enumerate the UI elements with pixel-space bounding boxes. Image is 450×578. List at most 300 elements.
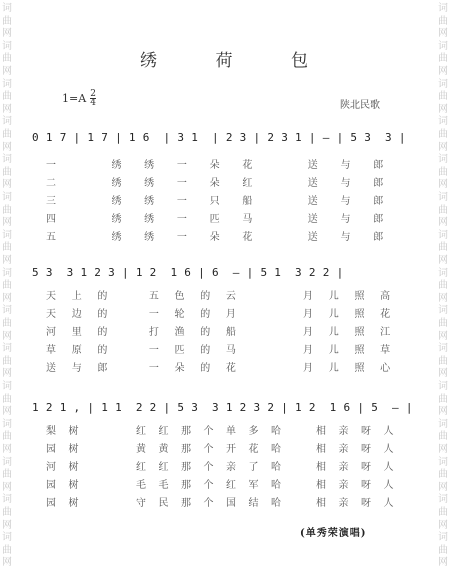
lyric-char: 马 <box>242 214 253 225</box>
lyric-char: 哈 <box>271 426 281 437</box>
lyric-char: 高 <box>380 291 391 302</box>
lyric-char <box>294 422 317 437</box>
watermark-char: 曲 <box>2 53 12 65</box>
lyric-char: 送 <box>307 160 318 171</box>
watermark-char: 网 <box>438 481 448 493</box>
lyric-char: 树 <box>68 462 79 473</box>
watermark-char: 网 <box>438 66 448 77</box>
lyric-char: 朵 <box>209 178 220 189</box>
lyric-line <box>46 476 406 491</box>
lyric-char: 月 <box>303 327 314 338</box>
lyric-char: 相 <box>316 498 326 509</box>
lyric-char: 渔 <box>174 327 185 338</box>
watermark-char: 曲 <box>2 91 12 103</box>
lyric-char: 花 <box>380 309 391 320</box>
watermark-char: 曲 <box>2 507 12 518</box>
watermark-char: 曲 <box>438 318 448 329</box>
lyric-char: 云 <box>225 291 236 302</box>
watermark-char: 词 <box>438 305 448 317</box>
lyric-char: 红 <box>226 480 236 491</box>
lyric-char: 河 <box>46 462 56 473</box>
lyric-char: 里 <box>71 327 82 338</box>
lyric-char: 绣 <box>111 178 122 189</box>
lyric-char: 照 <box>354 363 365 374</box>
lyric-char: 的 <box>200 327 211 338</box>
watermark-char: 网 <box>2 28 12 40</box>
lyric-char: 的 <box>97 291 108 302</box>
lyric-line <box>46 494 406 509</box>
lyric-char: 照 <box>354 309 365 320</box>
lyric-char: 红 <box>158 426 169 437</box>
watermark-char: 曲 <box>438 469 448 481</box>
lyric-char: 那 <box>181 498 191 509</box>
lyric-char: 月 <box>303 345 314 356</box>
lyric-char: 花 <box>242 160 253 171</box>
lyric-char: 亲 <box>226 462 236 473</box>
lyric-char <box>123 287 149 302</box>
lyric-char: 人 <box>383 444 394 455</box>
watermark-char: 曲 <box>2 129 12 140</box>
lyric-char: 与 <box>340 214 351 225</box>
lyric-char: 那 <box>181 462 191 473</box>
watermark-right <box>436 0 450 578</box>
watermark-char: 词 <box>438 532 448 544</box>
watermark-char: 曲 <box>438 431 448 443</box>
lyric-char: 国 <box>226 498 236 509</box>
lyric-char: 只 <box>209 196 220 207</box>
lyric-char <box>91 476 114 491</box>
watermark-char: 词 <box>438 494 448 506</box>
watermark-char: 网 <box>2 66 12 77</box>
lyric-char <box>294 440 317 455</box>
lyric-char <box>252 287 278 302</box>
lyric-char: 照 <box>354 327 365 338</box>
lyric-char <box>294 494 317 509</box>
lyric-char: 个 <box>203 480 214 491</box>
watermark-char: 网 <box>438 519 448 531</box>
watermark-char: 曲 <box>438 507 448 518</box>
lyric-char: 上 <box>71 291 82 302</box>
time-signature <box>90 90 96 107</box>
lyric-char: 郎 <box>97 363 108 374</box>
watermark-char: 网 <box>438 368 448 380</box>
watermark-char: 网 <box>2 481 12 493</box>
lyric-char: 儿 <box>328 327 339 338</box>
lyric-char: 园 <box>46 480 56 491</box>
lyric-char <box>114 440 137 455</box>
watermark-char: 曲 <box>438 53 448 65</box>
lyric-line <box>46 228 406 243</box>
lyric-char: 郎 <box>373 196 384 207</box>
notation-line-3: 1 2 1 , | 1 1 2 2 | 5 3 3 1 2 3 2 | 1 2 1 6 | 5 — | <box>32 401 413 414</box>
watermark-char: 词 <box>438 40 448 52</box>
lyric-char <box>114 422 137 437</box>
lyric-char: 绣 <box>144 196 155 207</box>
lyric-char: 花 <box>225 363 236 374</box>
watermark-char: 网 <box>438 179 448 191</box>
lyric-char: 那 <box>181 480 191 491</box>
lyric-char: 送 <box>307 214 318 225</box>
watermark-char: 网 <box>438 103 448 115</box>
lyric-char: 绣 <box>111 196 122 207</box>
lyric-char: 边 <box>71 309 82 320</box>
lyric-char: 照 <box>354 345 365 356</box>
lyric-char <box>294 458 317 473</box>
lyric-char: 儿 <box>328 291 339 302</box>
lyric-char: 哈 <box>271 444 281 455</box>
lyric-char <box>123 323 149 338</box>
watermark-char: 网 <box>2 368 12 380</box>
lyric-char <box>277 287 303 302</box>
watermark-char: 网 <box>2 103 12 115</box>
lyric-char: 船 <box>242 196 253 207</box>
lyric-char: 的 <box>200 291 211 302</box>
lyric-char: 绣 <box>144 160 155 171</box>
watermark-char: 词 <box>2 154 12 166</box>
lyric-char: 树 <box>68 444 79 455</box>
lyric-char: 红 <box>136 426 146 437</box>
lyric-char: 树 <box>68 480 79 491</box>
lyric-char: 送 <box>307 232 318 243</box>
lyric-char: 绣 <box>111 232 122 243</box>
lyric-char: 五 <box>148 291 159 302</box>
lyric-char: 红 <box>136 462 146 473</box>
lyric-char: 马 <box>225 345 236 356</box>
watermark-char: 词 <box>438 116 448 128</box>
lyric-char: 的 <box>200 309 211 320</box>
lyric-char: 匹 <box>174 345 185 356</box>
lyric-char: 军 <box>248 480 259 491</box>
key-label: 1=A <box>62 92 87 105</box>
watermark-char: 词 <box>438 418 448 430</box>
lyric-char: 江 <box>380 327 391 338</box>
lyric-char <box>91 458 114 473</box>
lyric-char <box>252 341 278 356</box>
lyric-char: 相 <box>316 444 326 455</box>
lyric-char: 五 <box>46 232 56 243</box>
lyric-char: 红 <box>242 178 253 189</box>
title-char: 包 <box>291 51 310 71</box>
lyric-char <box>123 359 149 374</box>
lyric-char: 相 <box>316 462 326 473</box>
lyric-char: 匹 <box>209 214 220 225</box>
watermark-char: 网 <box>2 141 12 153</box>
watermark-char: 词 <box>438 3 448 14</box>
watermark-char: 词 <box>438 192 448 203</box>
watermark-char: 词 <box>2 192 12 203</box>
lyric-line <box>46 192 406 207</box>
lyric-char: 三 <box>46 196 56 207</box>
watermark-char: 词 <box>2 78 12 90</box>
watermark-char: 词 <box>2 267 12 279</box>
lyric-char: 亲 <box>338 426 349 437</box>
watermark-char: 曲 <box>438 129 448 140</box>
lyric-char: 亲 <box>338 444 349 455</box>
lyric-char: 哈 <box>271 498 281 509</box>
lyric-line <box>46 458 406 473</box>
lyric-char: 一 <box>176 232 187 243</box>
lyric-char: 毛 <box>136 480 146 491</box>
watermark-char: 词 <box>438 456 448 468</box>
lyric-line <box>46 323 406 338</box>
song-title <box>140 46 310 71</box>
watermark-char: 曲 <box>438 355 448 367</box>
lyric-char: 人 <box>383 498 394 509</box>
lyric-char: 朵 <box>174 363 185 374</box>
lyric-char <box>123 341 149 356</box>
watermark-char: 曲 <box>2 204 12 216</box>
watermark-char: 词 <box>2 456 12 468</box>
lyric-char: 呀 <box>361 498 371 509</box>
lyric-char: 打 <box>148 327 159 338</box>
watermark-char: 曲 <box>2 469 12 481</box>
lyric-char: 儿 <box>328 309 339 320</box>
lyric-line <box>46 156 406 171</box>
lyric-char: 一 <box>148 309 159 320</box>
lyric-char: 树 <box>68 498 79 509</box>
watermark-char: 网 <box>2 292 12 304</box>
lyric-char: 一 <box>176 160 187 171</box>
lyric-char <box>275 192 308 207</box>
lyric-char <box>252 359 278 374</box>
time-top: 2 <box>90 89 97 99</box>
lyric-char: 绣 <box>144 232 155 243</box>
watermark-char: 网 <box>2 179 12 191</box>
lyric-char: 那 <box>181 444 191 455</box>
lyric-char <box>114 458 137 473</box>
watermark-char: 词 <box>438 381 448 392</box>
lyric-char: 与 <box>340 178 351 189</box>
lyric-char: 呀 <box>361 462 371 473</box>
lyric-char: 梨 <box>46 426 56 437</box>
lyric-char: 园 <box>46 444 56 455</box>
lyric-char: 一 <box>46 160 56 171</box>
lyric-char <box>252 305 278 320</box>
watermark-char: 曲 <box>438 242 448 254</box>
notation-line-2: 5 3 3 1 2 3 | 1 2 1 6 | 6 — | 5 1 3 2 2 | <box>32 266 344 279</box>
lyric-char: 儿 <box>328 345 339 356</box>
lyric-char: 船 <box>225 327 236 338</box>
lyric-char <box>277 341 303 356</box>
watermark-char: 词 <box>438 154 448 166</box>
credit: 陕北民歌 <box>340 100 380 111</box>
lyric-char <box>277 305 303 320</box>
title-char: 荷 <box>215 51 235 71</box>
lyric-char: 毛 <box>158 480 169 491</box>
lyric-char: 送 <box>307 196 318 207</box>
lyric-char: 一 <box>176 214 187 225</box>
lyric-char: 一 <box>148 345 159 356</box>
lyric-line <box>46 210 406 225</box>
watermark-char: 词 <box>2 3 12 14</box>
watermark-char: 词 <box>438 267 448 279</box>
lyric-char: 那 <box>181 426 191 437</box>
lyric-char: 绣 <box>111 214 122 225</box>
lyric-char: 人 <box>383 480 394 491</box>
lyric-char: 一 <box>176 196 187 207</box>
lyric-char: 个 <box>203 462 214 473</box>
lyric-char: 树 <box>68 426 79 437</box>
lyric-char: 呀 <box>361 426 371 437</box>
lyric-char: 送 <box>307 178 318 189</box>
lyric-char: 儿 <box>328 363 339 374</box>
watermark-char: 曲 <box>438 15 448 27</box>
lyric-char: 河 <box>46 327 56 338</box>
watermark-char: 曲 <box>438 166 448 178</box>
lyric-char: 个 <box>203 444 214 455</box>
lyric-char: 多 <box>248 426 259 437</box>
watermark-left <box>0 0 14 578</box>
lyric-char: 的 <box>97 309 108 320</box>
lyric-char: 与 <box>340 196 351 207</box>
watermark-char: 网 <box>438 255 448 266</box>
lyric-char <box>91 422 114 437</box>
lyric-line <box>46 174 406 189</box>
watermark-char: 词 <box>2 343 12 355</box>
watermark-char: 网 <box>438 28 448 40</box>
watermark-char: 曲 <box>438 280 448 292</box>
lyric-char: 绣 <box>144 178 155 189</box>
key-signature <box>62 90 96 107</box>
lyric-char: 心 <box>380 363 391 374</box>
lyric-char <box>294 476 317 491</box>
watermark-char: 曲 <box>2 242 12 254</box>
lyric-char: 单 <box>226 426 236 437</box>
watermark-char: 词 <box>2 229 12 241</box>
watermark-char: 曲 <box>438 544 448 556</box>
watermark-char: 曲 <box>438 204 448 216</box>
lyric-char <box>252 323 278 338</box>
lyric-char <box>91 440 114 455</box>
lyric-line <box>46 287 406 302</box>
lyric-char: 花 <box>242 232 253 243</box>
lyric-line <box>46 422 406 437</box>
watermark-char: 网 <box>2 330 12 342</box>
lyric-char <box>79 156 112 171</box>
time-bottom: 4 <box>90 98 97 108</box>
watermark-char: 网 <box>438 406 448 418</box>
watermark-char: 曲 <box>438 91 448 103</box>
lyric-char: 朵 <box>209 160 220 171</box>
lyric-char: 照 <box>354 291 365 302</box>
lyric-char <box>123 305 149 320</box>
lyric-char <box>275 228 308 243</box>
lyric-char: 一 <box>176 178 187 189</box>
watermark-char: 网 <box>438 330 448 342</box>
lyric-char: 郎 <box>373 214 384 225</box>
lyric-char <box>114 476 137 491</box>
watermark-char: 词 <box>2 40 12 52</box>
watermark-char: 词 <box>2 418 12 430</box>
watermark-char: 词 <box>2 532 12 544</box>
lyric-char: 呀 <box>361 480 371 491</box>
watermark-char: 曲 <box>2 393 12 405</box>
lyric-char: 郎 <box>373 160 384 171</box>
watermark-char: 曲 <box>2 544 12 556</box>
lyric-char: 守 <box>136 498 146 509</box>
lyric-char: 个 <box>203 498 214 509</box>
lyric-char: 的 <box>97 345 108 356</box>
lyric-char: 天 <box>46 291 56 302</box>
lyric-char: 草 <box>46 345 56 356</box>
lyric-char: 天 <box>46 309 56 320</box>
lyric-line <box>46 305 406 320</box>
watermark-char: 曲 <box>2 280 12 292</box>
performer: (单秀荣演唱) <box>300 528 367 539</box>
watermark-char: 网 <box>2 557 12 569</box>
lyric-char: 原 <box>71 345 82 356</box>
lyric-char: 郎 <box>373 178 384 189</box>
watermark-char: 网 <box>2 217 12 229</box>
lyric-char: 了 <box>248 462 259 473</box>
watermark-char: 词 <box>2 116 12 128</box>
lyric-line <box>46 341 406 356</box>
watermark-char: 曲 <box>2 431 12 443</box>
lyric-char: 民 <box>158 498 169 509</box>
watermark-char: 网 <box>2 444 12 455</box>
watermark-char: 网 <box>2 519 12 531</box>
lyric-char <box>79 192 112 207</box>
watermark-char: 曲 <box>2 166 12 178</box>
lyric-line <box>46 440 406 455</box>
lyric-char: 月 <box>303 363 314 374</box>
lyric-char: 呀 <box>361 444 371 455</box>
lyric-char: 与 <box>340 160 351 171</box>
lyric-char: 亲 <box>338 480 349 491</box>
lyric-char: 花 <box>248 444 259 455</box>
lyric-char: 个 <box>203 426 214 437</box>
lyric-char: 四 <box>46 214 56 225</box>
watermark-char: 网 <box>438 292 448 304</box>
watermark-char: 网 <box>2 255 12 266</box>
lyric-char: 红 <box>158 462 169 473</box>
lyric-char: 绣 <box>144 214 155 225</box>
lyric-char: 与 <box>340 232 351 243</box>
watermark-char: 词 <box>438 343 448 355</box>
watermark-char: 曲 <box>438 393 448 405</box>
title-char: 绣 <box>140 51 159 71</box>
lyric-char: 的 <box>200 345 211 356</box>
lyric-char <box>275 210 308 225</box>
lyric-char: 月 <box>225 309 236 320</box>
lyric-char: 月 <box>303 291 314 302</box>
notation-line-1: 0 1 7 | 1 7 | 1 6 | 3 1 | 2 3 | 2 3 1 | — | 5 3 3 | <box>32 131 406 144</box>
lyric-char: 郎 <box>373 232 384 243</box>
lyric-char: 黄 <box>158 444 169 455</box>
lyric-char: 朵 <box>209 232 220 243</box>
lyric-char: 哈 <box>271 480 281 491</box>
watermark-char: 词 <box>2 305 12 317</box>
lyric-char <box>275 174 308 189</box>
lyric-char <box>277 323 303 338</box>
lyric-char: 的 <box>97 327 108 338</box>
lyric-char <box>79 174 112 189</box>
lyric-char: 亲 <box>338 462 349 473</box>
lyric-char: 二 <box>46 178 56 189</box>
lyric-char: 月 <box>303 309 314 320</box>
watermark-char: 词 <box>2 494 12 506</box>
lyric-char: 亲 <box>338 498 349 509</box>
watermark-char: 词 <box>438 78 448 90</box>
lyric-char: 黄 <box>136 444 146 455</box>
watermark-char: 词 <box>438 229 448 241</box>
watermark-char: 词 <box>2 381 12 392</box>
lyric-char: 哈 <box>271 462 281 473</box>
lyric-char: 人 <box>383 462 394 473</box>
lyric-char: 轮 <box>174 309 185 320</box>
lyric-char: 送 <box>46 363 56 374</box>
lyric-line <box>46 359 406 374</box>
